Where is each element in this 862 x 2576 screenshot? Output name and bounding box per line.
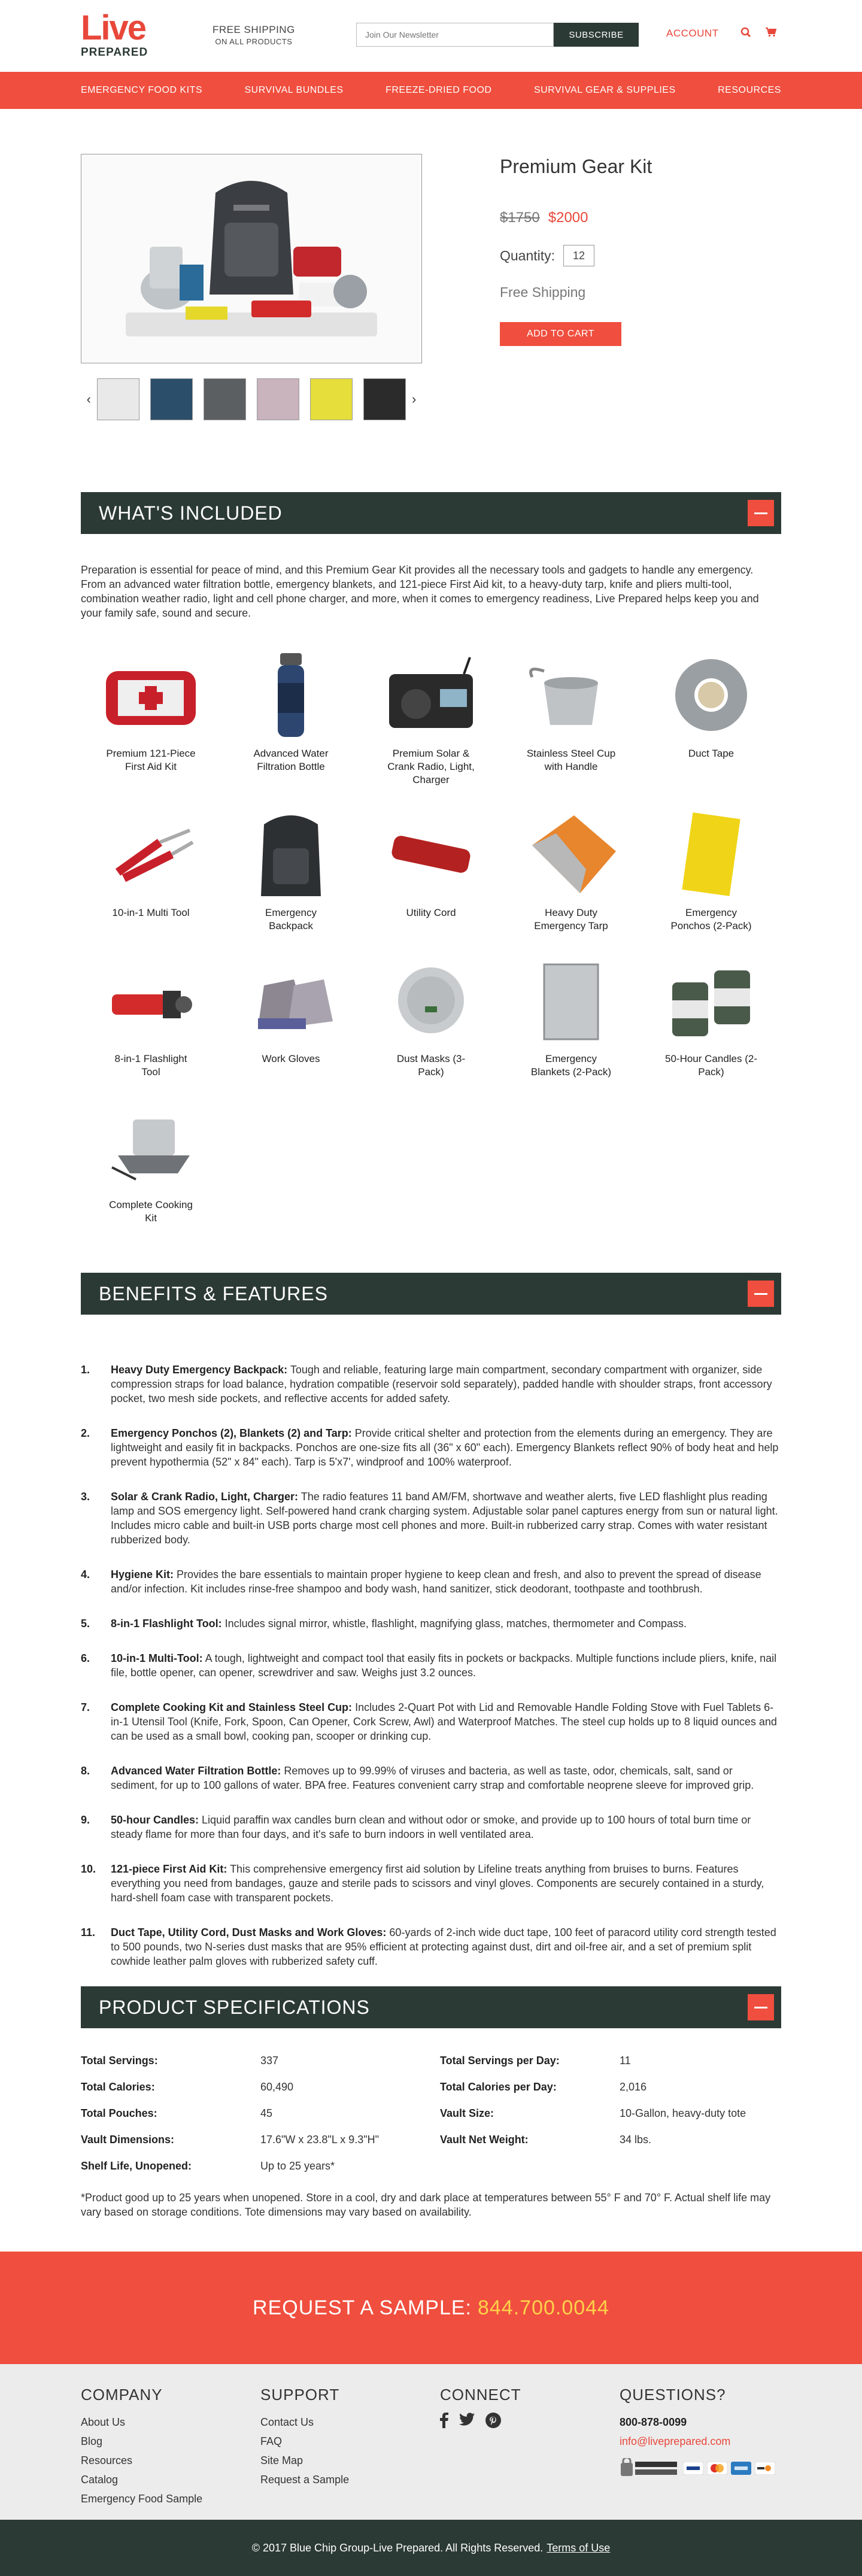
payment-badges bbox=[620, 2458, 781, 2478]
footer-link[interactable]: Resources bbox=[81, 2454, 133, 2466]
nav-survival-gear[interactable]: SURVIVAL GEAR & SUPPLIES bbox=[533, 85, 676, 95]
benefit-item bbox=[81, 1925, 781, 1968]
included-item-label: Utility Cord bbox=[406, 907, 456, 918]
benefit-item bbox=[81, 1764, 781, 1792]
footer-link[interactable]: Contact Us bbox=[260, 2416, 314, 2428]
specs-collapse-button[interactable] bbox=[748, 1994, 774, 2020]
included-item-label: Emergency Ponchos (2-Pack) bbox=[670, 907, 752, 932]
included-item-label: Advanced Water Filtration Bottle bbox=[253, 748, 329, 772]
benefit-desc: This comprehensive emergency first aid solution by Lifeline treats anything from bruises to burns. Features everything you need from bandages, gauze and sterile pads to scissors and vinyl gloves. Components are securely contained in a sturdy, hard-shell foam case with transparent pockets. bbox=[111, 1863, 764, 1904]
product-main-image[interactable] bbox=[81, 154, 422, 363]
copyright-text: © 2017 Blue Chip Group-Live Prepared. All Rights Reserved. bbox=[251, 2541, 544, 2554]
included-item-label: Premium Solar & Crank Radio, Light, Charger bbox=[387, 748, 475, 785]
specs-section bbox=[81, 1986, 781, 2219]
benefits-collapse-button[interactable] bbox=[748, 1281, 774, 1307]
benefit-text bbox=[111, 1862, 781, 1905]
candles-image bbox=[654, 949, 768, 1051]
discover-icon bbox=[755, 2462, 775, 2475]
thumbnail-4[interactable] bbox=[257, 378, 299, 420]
terms-link[interactable]: Terms of Use bbox=[547, 2541, 611, 2554]
benefits-list bbox=[81, 1363, 781, 1968]
benefit-text bbox=[111, 1925, 781, 1968]
spec-label: Vault Dimensions: bbox=[81, 2134, 175, 2146]
benefit-number: 10. bbox=[81, 1863, 96, 1875]
new-price: $2000 bbox=[548, 210, 588, 226]
benefit-desc: Includes 2-Quart Pot with Lid and Removable Handle Folding Stove with Fuel Tablets 6-in-1 Utensil Tool (Knife, Fork, Spoon, Can Opener, Cork Screw, Awl) and Waterproof Matches. The steel cup holds up to 8 liquid ounces and can be used as a small bowl, cooking pan, scooper or drinking cup. bbox=[111, 1701, 777, 1742]
product-section bbox=[81, 109, 781, 492]
benefit-title: Duct Tape, Utility Cord, Dust Masks and Work Gloves: bbox=[111, 1926, 387, 1938]
request-sample-label: REQUEST A SAMPLE: bbox=[253, 2296, 472, 2319]
newsletter-input[interactable] bbox=[356, 23, 554, 47]
footer-link[interactable]: Emergency Food Sample bbox=[81, 2493, 203, 2505]
duct-tape-image bbox=[654, 644, 768, 746]
footer-connect bbox=[440, 2386, 620, 2508]
benefit-title: Complete Cooking Kit and Stainless Steel Cup: bbox=[111, 1701, 353, 1713]
benefit-text bbox=[111, 1813, 781, 1841]
header bbox=[0, 0, 862, 72]
included-item-label: Emergency Blankets (2-Pack) bbox=[530, 1053, 612, 1078]
included-collapse-button[interactable] bbox=[748, 500, 774, 526]
spec-value: 10-Gallon, heavy-duty tote bbox=[620, 2107, 746, 2119]
old-price: $1750 bbox=[500, 210, 540, 226]
benefit-item bbox=[81, 1426, 781, 1469]
flashlight-image bbox=[94, 949, 208, 1051]
footer-questions bbox=[620, 2386, 781, 2508]
benefit-number: 4. bbox=[81, 1568, 90, 1580]
product-title: Premium Gear Kit bbox=[500, 156, 652, 177]
included-item-label: Emergency Backpack bbox=[265, 907, 317, 932]
included-item bbox=[221, 644, 361, 787]
multi-tool-image bbox=[94, 803, 208, 905]
included-item bbox=[641, 949, 781, 1079]
included-item bbox=[81, 949, 221, 1079]
benefit-desc: Tough and reliable, featuring large main compartment, secondary compartment with organizer, side compression straps for load balance, hydration compatible (reservoir sold separately), padded handle with shoulder straps, front accessory pocket, two mesh side pockets, and reflective accents for added safety. bbox=[111, 1364, 772, 1404]
included-item bbox=[361, 803, 501, 933]
ponchos-image bbox=[654, 803, 768, 905]
spec-value: 17.6"W x 23.8"L x 9.3"H" bbox=[260, 2134, 379, 2146]
benefits-section bbox=[81, 1273, 781, 1968]
subscribe-button[interactable]: SUBSCRIBE bbox=[554, 23, 639, 47]
included-item bbox=[81, 644, 221, 787]
newsletter-form bbox=[356, 23, 639, 47]
benefit-title: Emergency Ponchos (2), Blankets (2) and Tarp: bbox=[111, 1427, 352, 1439]
benefit-item bbox=[81, 1363, 781, 1406]
price bbox=[500, 210, 588, 226]
nav-emergency-food-kits[interactable]: EMERGENCY FOOD KITS bbox=[81, 85, 203, 95]
thumbnail-1[interactable] bbox=[97, 378, 139, 420]
benefit-number: 11. bbox=[81, 1926, 96, 1938]
included-item bbox=[641, 803, 781, 933]
benefit-desc: A tough, lightweight and compact tool that easily fits in pockets or backpacks. Multiple functions include pliers, knife, nail file, bottle opener, can opener, screwdriver and saw. Weighs just 3.2 ounces. bbox=[111, 1652, 777, 1679]
spec-label: Total Pouches: bbox=[81, 2107, 157, 2119]
footer-questions-heading: QUESTIONS? bbox=[620, 2386, 726, 2404]
thumbnail-strip bbox=[81, 378, 422, 420]
water-bottle-image bbox=[234, 644, 348, 746]
benefit-text bbox=[111, 1489, 781, 1547]
spec-value: 60,490 bbox=[260, 2081, 294, 2093]
benefit-item bbox=[81, 1651, 781, 1680]
spec-value: 34 lbs. bbox=[620, 2134, 652, 2146]
included-item bbox=[81, 1096, 221, 1225]
spec-value: 45 bbox=[260, 2107, 273, 2119]
included-item-label: Work Gloves bbox=[262, 1053, 320, 1064]
benefit-title: 50-hour Candles: bbox=[111, 1814, 199, 1826]
free-shipping-title: FREE SHIPPING bbox=[213, 24, 295, 35]
included-item-label: Complete Cooking Kit bbox=[109, 1199, 193, 1224]
minus-icon bbox=[754, 512, 767, 514]
benefit-desc: The radio features 11 band AM/FM, shortwave and weather alerts, five LED flashlight plus reading lamp and SOS emergency light. Self-powered hand crank charging system. Adjustable solar panel captures energy from sun or natural light. Includes micro cable and built-in USB ports charge most cell phones and more. Built-in rubberized carry strap. Comes with water resistant rubberized body. bbox=[111, 1491, 778, 1546]
included-item-label: Heavy Duty Emergency Tarp bbox=[534, 907, 608, 932]
radio-image bbox=[374, 644, 488, 746]
pinterest-icon[interactable] bbox=[485, 2413, 501, 2428]
free-shipping-banner bbox=[213, 24, 295, 46]
logo-prepared: PREPARED bbox=[81, 46, 148, 59]
logo-live: Live bbox=[81, 8, 146, 47]
benefit-desc: Provide critical shelter and protection from the elements during an emergency. They are lightweight and easily fit in backpacks. Ponchos are one-size fits all (36" x 60" each). Emergency Blankets reflect 90% of body heat and help prevent hypothermia (52" x 84" each). Tarp is 5'x7', windproof and 100% waterproof. bbox=[111, 1427, 779, 1468]
specs-heading: PRODUCT SPECIFICATIONS bbox=[99, 1996, 370, 2018]
benefit-item bbox=[81, 1489, 781, 1547]
spec-value: 11 bbox=[620, 2055, 631, 2067]
included-item-label: Stainless Steel Cup with Handle bbox=[526, 748, 616, 772]
quantity-input[interactable] bbox=[563, 245, 594, 266]
benefit-number: 1. bbox=[81, 1364, 90, 1376]
spec-value: Up to 25 years* bbox=[260, 2160, 335, 2172]
nav-resources[interactable]: RESOURCES bbox=[718, 85, 781, 95]
benefit-item bbox=[81, 1862, 781, 1905]
copyright-bar bbox=[0, 2520, 862, 2576]
benefit-desc: Liquid paraffin wax candles burn clean and without odor or smoke, and provide up to 100 hours of total burn time or steady flame for more than four days, and it's safe to burn indoors in well ventilated area. bbox=[111, 1814, 751, 1840]
included-item bbox=[81, 803, 221, 933]
benefit-desc: 60-yards of 2-inch wide duct tape, 100 feet of paracord utility cord strength tested to 500 pounds, two N-series dust masks that are 95% efficient at protecting against dust, dirt and oil-free air, and a set of premium split cowhide leather palm gloves with rubberized safety cuff. bbox=[111, 1926, 776, 1967]
footer-link[interactable]: Catalog bbox=[81, 2474, 119, 2486]
footer-link[interactable]: Site Map bbox=[260, 2454, 303, 2466]
emergency-blankets-image bbox=[514, 949, 628, 1051]
main-nav bbox=[0, 72, 862, 109]
included-item bbox=[221, 949, 361, 1079]
benefit-item bbox=[81, 1700, 781, 1743]
account-link[interactable]: ACCOUNT bbox=[666, 28, 719, 39]
benefit-number: 7. bbox=[81, 1701, 90, 1713]
cart-icon[interactable] bbox=[763, 24, 779, 41]
footer-email[interactable]: info@liveprepared.com bbox=[620, 2435, 731, 2447]
benefit-title: 10-in-1 Multi-Tool: bbox=[111, 1652, 203, 1664]
work-gloves-image bbox=[234, 949, 348, 1051]
included-item bbox=[361, 949, 501, 1079]
benefit-number: 3. bbox=[81, 1491, 90, 1503]
included-item-label: 10-in-1 Multi Tool bbox=[112, 907, 190, 918]
spec-label: Total Servings per Day: bbox=[440, 2055, 560, 2067]
footer-support bbox=[260, 2386, 440, 2508]
benefit-number: 2. bbox=[81, 1427, 90, 1439]
thumbnail-2[interactable] bbox=[150, 378, 193, 420]
spec-label: Vault Size: bbox=[440, 2107, 494, 2119]
benefit-title: 8-in-1 Flashlight Tool: bbox=[111, 1618, 222, 1630]
social-links bbox=[440, 2413, 620, 2428]
included-item-label: Duct Tape bbox=[688, 748, 734, 759]
specs-table bbox=[81, 2055, 781, 2173]
quantity-label: Quantity: bbox=[500, 247, 556, 263]
benefits-header[interactable] bbox=[81, 1273, 781, 1315]
included-item bbox=[361, 644, 501, 787]
footer-company bbox=[81, 2386, 260, 2508]
minus-icon bbox=[754, 1293, 767, 1295]
included-item bbox=[501, 949, 641, 1079]
logo[interactable] bbox=[81, 8, 159, 62]
first-aid-kit-image bbox=[94, 644, 208, 746]
spec-label: Total Calories: bbox=[81, 2081, 155, 2093]
footer bbox=[0, 2364, 862, 2520]
benefit-title: Advanced Water Filtration Bottle: bbox=[111, 1765, 281, 1777]
included-item bbox=[501, 803, 641, 933]
benefit-number: 8. bbox=[81, 1765, 90, 1777]
benefit-item bbox=[81, 1616, 781, 1631]
benefit-number: 6. bbox=[81, 1652, 90, 1664]
thumbnail-5[interactable] bbox=[310, 378, 353, 420]
benefit-text bbox=[111, 1567, 781, 1596]
spec-value: 337 bbox=[260, 2055, 279, 2067]
benefit-text bbox=[111, 1764, 781, 1792]
dust-mask-image bbox=[374, 949, 488, 1051]
spec-label: Vault Net Weight: bbox=[440, 2134, 529, 2146]
footer-phone[interactable]: 800-878-0099 bbox=[620, 2416, 687, 2428]
minus-icon bbox=[754, 2007, 767, 2008]
footer-link[interactable]: Request a Sample bbox=[260, 2474, 350, 2486]
facebook-icon[interactable] bbox=[440, 2413, 448, 2428]
nav-survival-bundles[interactable]: SURVIVAL BUNDLES bbox=[244, 85, 344, 95]
spec-value: 2,016 bbox=[620, 2081, 647, 2093]
benefit-title: Hygiene Kit: bbox=[111, 1568, 174, 1580]
cooking-kit-image bbox=[94, 1096, 208, 1197]
benefit-title: Heavy Duty Emergency Backpack: bbox=[111, 1364, 288, 1376]
footer-link[interactable]: Blog bbox=[81, 2435, 103, 2447]
benefit-text bbox=[111, 1363, 781, 1406]
secure-shopping-badge bbox=[620, 2458, 679, 2478]
included-item bbox=[641, 644, 781, 787]
benefit-item bbox=[81, 1813, 781, 1841]
visa-icon bbox=[683, 2462, 703, 2475]
included-item-label: 50-Hour Candles (2-Pack) bbox=[665, 1053, 758, 1078]
thumbnail-6[interactable] bbox=[363, 378, 406, 420]
mastercard-icon bbox=[707, 2462, 727, 2475]
add-to-cart-button[interactable]: ADD TO CART bbox=[500, 322, 621, 346]
footer-company-heading: COMPANY bbox=[81, 2386, 163, 2404]
benefit-title: 121-piece First Aid Kit: bbox=[111, 1863, 227, 1875]
specs-header[interactable] bbox=[81, 1986, 781, 2028]
spec-value bbox=[620, 2160, 781, 2173]
thumb-next-arrow[interactable]: › bbox=[411, 392, 417, 406]
benefit-desc: Removes up to 99.99% of viruses and bacteria, as well as taste, odor, chemicals, salt, sand or sediment, for up to 100 gallons of water. BPA free. Features convenient carry strap and comfortable neoprene sleeve for improved grip. bbox=[111, 1765, 754, 1791]
quantity-row bbox=[500, 245, 594, 266]
request-sample-phone[interactable]: 844.700.0044 bbox=[477, 2296, 609, 2319]
utility-cord-image bbox=[374, 803, 488, 905]
benefit-number: 5. bbox=[81, 1618, 90, 1630]
footer-support-heading: SUPPORT bbox=[260, 2386, 340, 2404]
benefit-item bbox=[81, 1567, 781, 1596]
spec-label: Shelf Life, Unopened: bbox=[81, 2160, 192, 2172]
shipping-note: Free Shipping bbox=[500, 284, 586, 300]
benefit-title: Solar & Crank Radio, Light, Charger: bbox=[111, 1491, 299, 1503]
included-item bbox=[501, 644, 641, 787]
specs-note: *Product good up to 25 years when unopened. Store in a cool, dry and dark place at temperatures between 55° F and 70° F. Actual shelf life may vary based on storage conditions. Tote dimensions may vary based on availability. bbox=[81, 2192, 771, 2218]
spec-label bbox=[440, 2160, 620, 2173]
nav-freeze-dried-food[interactable]: FREEZE-DRIED FOOD bbox=[386, 85, 492, 95]
amex-icon bbox=[731, 2462, 751, 2475]
spec-label: Total Calories per Day: bbox=[440, 2081, 557, 2093]
benefits-heading: BENEFITS & FEATURES bbox=[99, 1282, 328, 1304]
included-item-label: Premium 121-Piece First Aid Kit bbox=[106, 748, 196, 772]
benefit-text bbox=[111, 1426, 781, 1469]
included-item-label: Dust Masks (3-Pack) bbox=[396, 1053, 466, 1078]
benefit-text bbox=[111, 1651, 781, 1680]
footer-connect-heading: CONNECT bbox=[440, 2386, 521, 2404]
included-item-label: 8-in-1 Flashlight Tool bbox=[114, 1053, 187, 1078]
benefit-desc: Provides the bare essentials to maintain proper hygiene to keep clean and fresh, and also to prevent the spread of disease and/or infection. Kit includes rinse-free shampoo and body wash, hand sanitizer, stick deodorant, toothpaste and toothbrush. bbox=[111, 1568, 761, 1595]
included-header[interactable] bbox=[81, 492, 781, 534]
tarp-image bbox=[514, 803, 628, 905]
included-section bbox=[81, 492, 781, 1225]
steel-cup-image bbox=[514, 644, 628, 746]
benefit-desc: Includes signal mirror, whistle, flashlight, magnifying glass, matches, thermometer and Compass. bbox=[221, 1618, 687, 1630]
search-icon[interactable] bbox=[738, 24, 754, 41]
twitter-icon[interactable] bbox=[459, 2413, 475, 2426]
request-sample-banner bbox=[0, 2252, 862, 2364]
thumb-prev-arrow[interactable]: ‹ bbox=[86, 392, 91, 406]
thumbnail-3[interactable] bbox=[204, 378, 246, 420]
included-item bbox=[221, 803, 361, 933]
footer-link[interactable]: FAQ bbox=[260, 2435, 283, 2447]
footer-link[interactable]: About Us bbox=[81, 2416, 126, 2428]
included-heading: WHAT'S INCLUDED bbox=[99, 502, 283, 524]
free-shipping-sub: ON ALL PRODUCTS bbox=[215, 37, 293, 46]
included-grid bbox=[81, 644, 781, 1225]
benefit-text bbox=[111, 1700, 781, 1743]
benefit-text bbox=[111, 1616, 687, 1631]
spec-label: Total Servings: bbox=[81, 2055, 158, 2067]
included-intro: Preparation is essential for peace of mind, and this Premium Gear Kit provides all the necessary tools and gadgets to handle any emergency. From an advanced water filtration bottle, emergency blankets, and 121-piece First Aid kit, to a heavy-duty tarp, knife and pliers multi-tool, combination weather radio, light and cell phone charger, and more, when it comes to emergency readiness, Live Prepared helps keep you and your family safe, sound and secure. bbox=[81, 564, 759, 619]
benefit-number: 9. bbox=[81, 1814, 90, 1826]
backpack-image bbox=[234, 803, 348, 905]
